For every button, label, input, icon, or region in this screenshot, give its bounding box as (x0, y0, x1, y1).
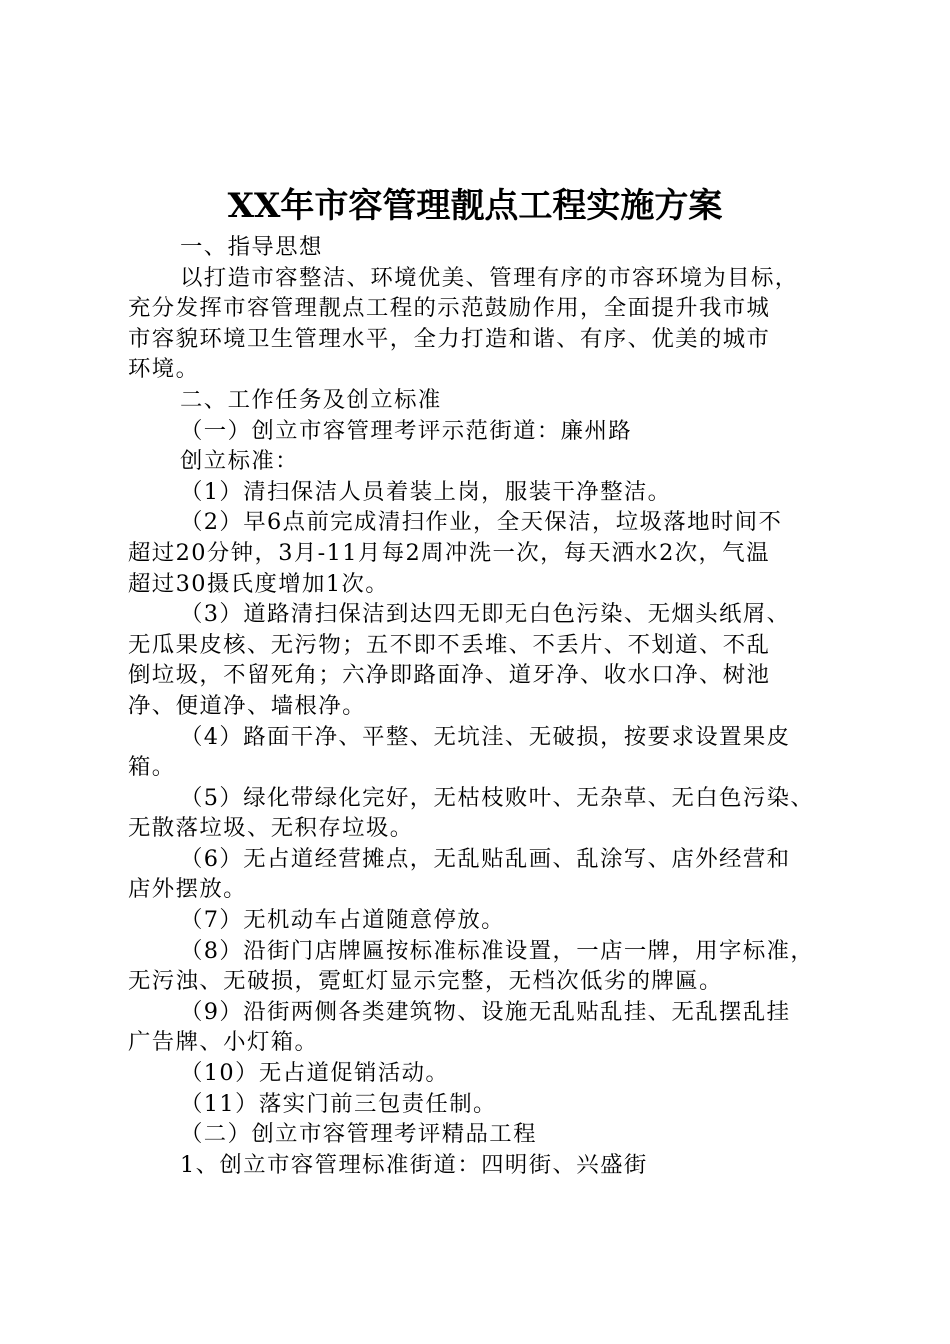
text-line: 净、便道净、墙根净。 (128, 692, 366, 719)
text-line: 箱。 (128, 754, 176, 781)
text-line: 创立标准： (180, 448, 299, 475)
document-title: XX年市容管理靓点工程实施方案 (227, 186, 723, 226)
text-line: 市容貌环境卫生管理水平，全力打造和谐、有序、优美的城市 (128, 325, 771, 352)
text-line: 超过30摄氏度增加1次。 (128, 570, 390, 597)
text-line: （一）创立市容管理考评示范街道：廉州路 (180, 417, 633, 444)
document-body (128, 232, 828, 1180)
text-line: 无瓜果皮核、无污物；五不即不丢堆、不丢片、不划道、不乱 (128, 631, 771, 658)
text-line: （8）沿街门店牌匾按标准标准设置，一店一牌，用字标准， (180, 937, 815, 964)
text-line: 一、指导思想 (180, 234, 323, 260)
text-line: 以打造市容整洁、环境优美、管理有序的市容环境为目标， (180, 264, 799, 291)
text-line: （6）无占道经营摊点，无乱贴乱画、乱涂写、店外经营和 (180, 845, 791, 872)
text-line: （11）落实门前三包责任制。 (180, 1090, 497, 1117)
text-line: 超过20分钟，3月-11月每2周冲洗一次，每天洒水2次，气温 (128, 539, 770, 566)
text-line: （二）创立市容管理考评精品工程 (180, 1121, 537, 1148)
text-line: 二、工作任务及创立标准 (180, 386, 442, 413)
text-line: （7）无机动车占道随意停放。 (180, 907, 505, 934)
text-line: （5）绿化带绿化完好，无枯枝败叶、无杂草、无白色污染、 (180, 784, 815, 811)
text-line: 无污浊、无破损，霓虹灯显示完整，无档次低劣的牌匾。 (128, 968, 723, 995)
text-line: （3）道路清扫保洁到达四无即无白色污染、无烟头纸屑、 (180, 601, 791, 628)
text-line: （4）路面干净、平整、无坑洼、无破损，按要求设置果皮 (180, 723, 791, 750)
text-line: （10）无占道促销活动。 (180, 1060, 450, 1087)
text-line: 倒垃圾，不留死角；六净即路面净、道牙净、收水口净、树池 (128, 662, 771, 689)
text-line: 广告牌、小灯箱。 (128, 1029, 319, 1056)
text-line: （9）沿街两侧各类建筑物、设施无乱贴乱挂、无乱摆乱挂 (180, 998, 791, 1025)
text-line: 店外摆放。 (128, 876, 247, 903)
text-line: 1、创立市容管理标准街道：四明街、兴盛街 (180, 1151, 648, 1178)
text-line: 充分发挥市容管理靓点工程的示范鼓励作用，全面提升我市城 (128, 295, 771, 322)
text-line: （2）早6点前完成清扫作业，全天保洁，垃圾落地时间不 (180, 509, 783, 536)
text-line: （1）清扫保洁人员着装上岗，服装干净整洁。 (180, 478, 672, 505)
text-line: 环境。 (128, 356, 200, 383)
text-line: 无散落垃圾、无积存垃圾。 (128, 815, 414, 842)
